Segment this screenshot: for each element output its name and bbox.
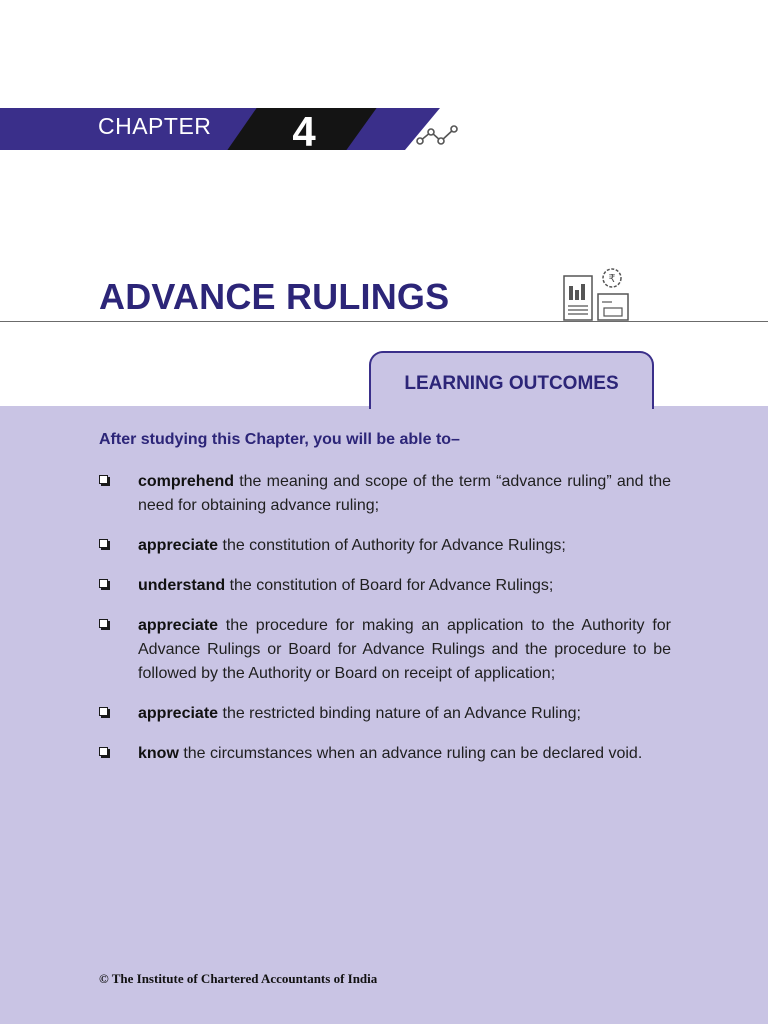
- checkbox-bullet-icon: [99, 619, 108, 628]
- rupee-gear-icon: [603, 269, 621, 287]
- outcome-text: the circumstances when an advance ruling can be declared void.: [178, 745, 643, 762]
- checkbox-bullet-icon: [99, 707, 108, 716]
- list-item: [99, 742, 671, 766]
- outcome-keyword: appreciate: [138, 705, 219, 722]
- outcome-keyword: know: [138, 745, 179, 762]
- outcome-keyword: appreciate: [138, 537, 219, 554]
- outcome-text: the constitution of Board for Advance Rulings;: [225, 577, 554, 594]
- list-item: [99, 614, 671, 686]
- copyright-footer: © The Institute of Chartered Accountants of India: [99, 971, 378, 986]
- outcome-keyword: comprehend: [138, 473, 235, 490]
- checkbox-bullet-icon: [99, 475, 108, 484]
- learning-outcomes-heading: LEARNING OUTCOMES: [404, 373, 619, 394]
- document-chart-icon: [560, 264, 632, 329]
- list-item: [99, 702, 671, 726]
- learning-outcomes-tab: [369, 351, 654, 409]
- outcomes-list: [99, 470, 671, 782]
- svg-text:₹: ₹: [608, 272, 616, 285]
- chapter-label: CHAPTER: [98, 113, 212, 139]
- list-item: [99, 534, 671, 558]
- outcome-text: the procedure for making an application to the Authority for Advance Rulings or Board for Advance Rulings and the procedure to be followed by the Authority or Board on receipt of application;: [138, 617, 671, 682]
- outcome-text: the meaning and scope of the term “advance ruling” and the need for obtaining advance ruling;: [138, 473, 671, 514]
- chapter-number: 4: [292, 108, 316, 155]
- outcomes-intro: After studying this Chapter, you will be able to–: [99, 431, 460, 448]
- chapter-title: ADVANCE RULINGS: [99, 276, 450, 317]
- checkbox-bullet-icon: [99, 579, 108, 588]
- line-graph-icon: [416, 124, 462, 153]
- checkbox-bullet-icon: [99, 747, 108, 756]
- outcome-text: the constitution of Authority for Advance Rulings;: [218, 537, 566, 554]
- list-item: [99, 470, 671, 518]
- outcome-keyword: appreciate: [138, 617, 219, 634]
- outcome-text: the restricted binding nature of an Advance Ruling;: [218, 705, 581, 722]
- chapter-banner: [0, 108, 440, 150]
- outcome-keyword: understand: [138, 577, 226, 594]
- checkbox-bullet-icon: [99, 539, 108, 548]
- list-item: [99, 574, 671, 598]
- title-divider: [0, 321, 768, 322]
